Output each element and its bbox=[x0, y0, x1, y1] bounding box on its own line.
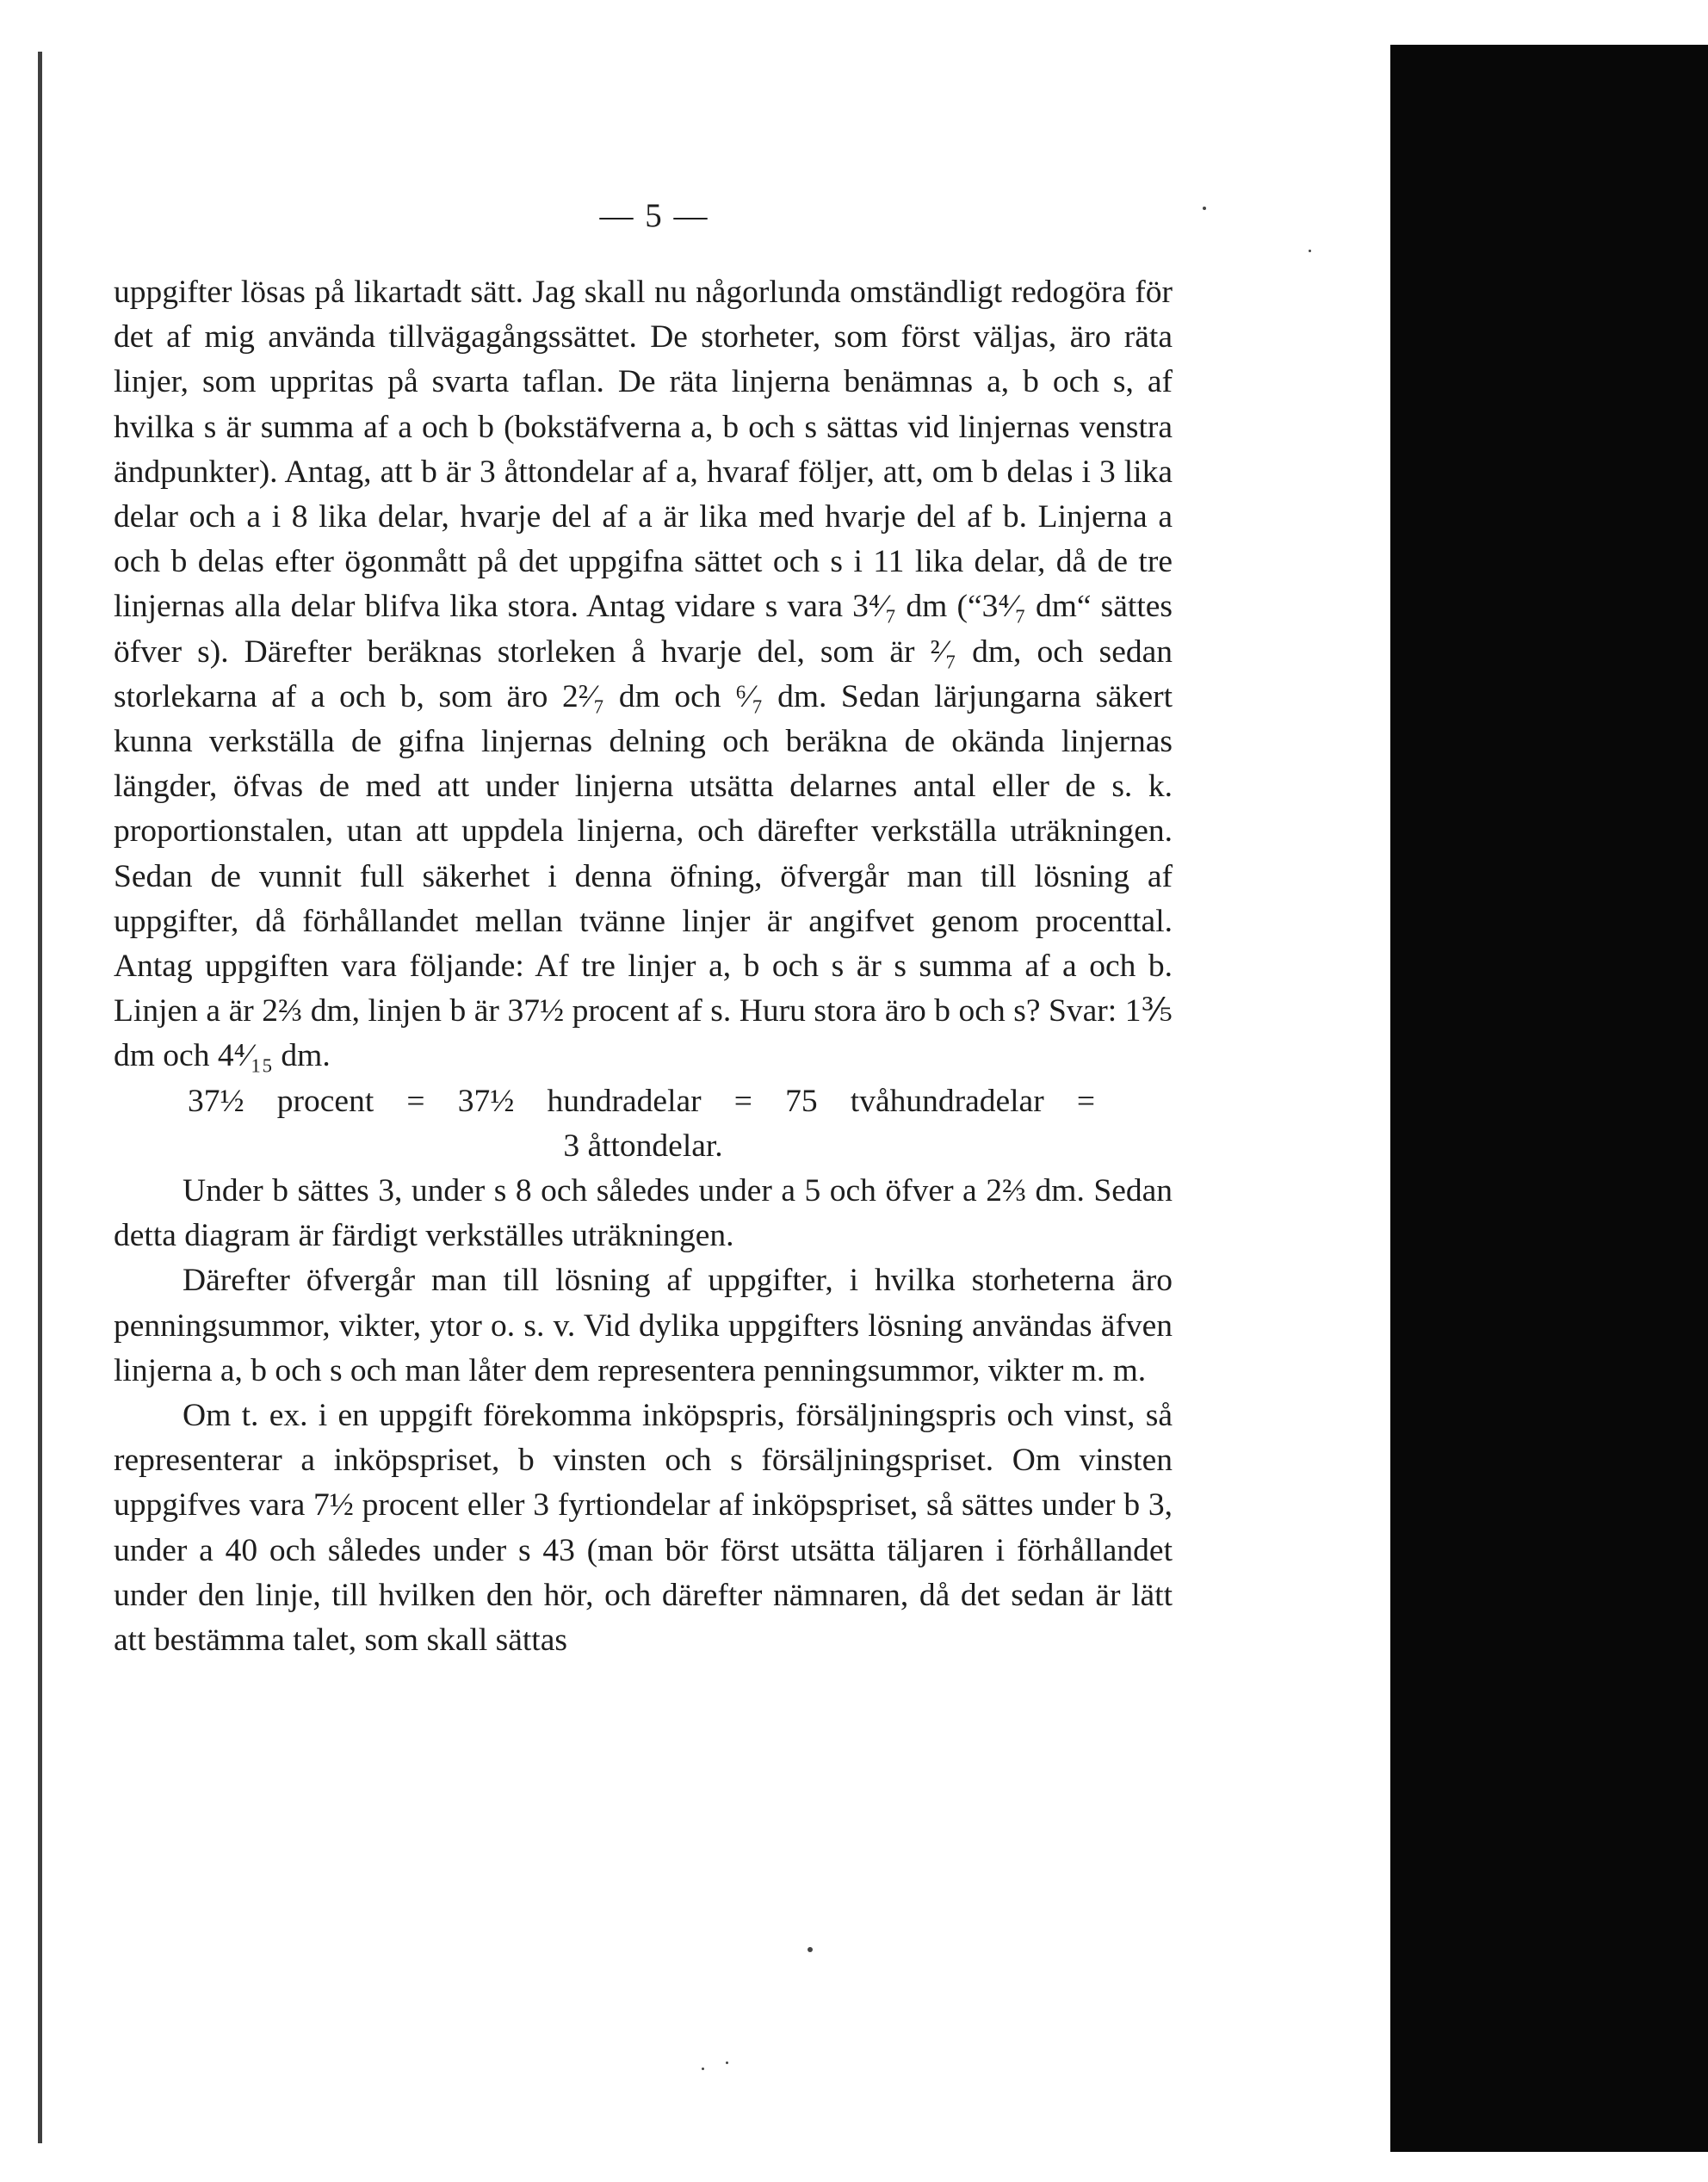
scan-speck bbox=[1203, 207, 1206, 210]
scan-speck bbox=[808, 1947, 813, 1952]
paragraph: Under b sättes 3, under s 8 och således under a 5 och öfver a 2⅔ dm. Sedan detta diagram är färdigt verkställes uträkningen. bbox=[114, 1173, 1173, 1254]
scan-speck bbox=[702, 2068, 704, 2070]
page-number: — 5 — bbox=[599, 197, 709, 234]
scan-speck bbox=[726, 2061, 728, 2064]
paragraph: Om t. ex. i en uppgift förekomma inköpspris, försäljningspris och vinst, så representerar a inköpspriset, b vinsten och s försäljningspriset. Om vinsten uppgifves vara 7½ procent eller 3 fyrtiondelar af inköpspriset, så sättes under b 3, under a 40 och således under s 43 (man bör först utsätta täljaren i förhållandet under den linje, till hvilken den hör, och därefter nämnaren, då det sedan är lätt att bestämma talet, som skall sättas bbox=[114, 1398, 1173, 1659]
formula-line-continued: 3 åttondelar. bbox=[563, 1128, 723, 1164]
scan-speck bbox=[1309, 250, 1311, 252]
body-text bbox=[114, 270, 1173, 1663]
scan-left-margin-line bbox=[38, 52, 42, 2143]
paragraph: Därefter öfvergår man till lösning af uppgifter, i hvilka storheterna äro penningsummor, vikter, ytor o. s. v. Vid dylika uppgifters lösning användas äfven linjerna a, b och s och man låter dem representera penningsummor, vikter m. m. bbox=[114, 1263, 1173, 1388]
paragraph: uppgifter lösas på likartadt sätt. Jag skall nu någorlunda omständligt redogöra för det af mig använda tillvägagångssättet. De storheter, som först väljas, äro räta linjer, som uppritas på svarta taflan. De räta linjerna benämnas a, b och s, af hvilka s är summa af a och b (bokstäfverna a, b och s sättas vid linjernas venstra ändpunkter). Antag, att b är 3 åttondelar af a, hvaraf följer, att, om b delas i 3 lika delar och a i 8 lika delar, hvarje del af a är lika med hvarje del af b. Linjerna a och b delas efter ögonmått på det uppgifna sättet och s i 11 lika delar, då de tre linjernas alla delar blifva lika stora. Antag vidare s vara 3⁴⁄₇ dm (“3⁴⁄₇ dm“ sättes öfver s). Därefter beräknas storleken å hvarje del, som är ²⁄₇ dm, och sedan storlekarna af a och b, som äro 2²⁄₇ dm och ⁶⁄₇ dm. Sedan lärjungarna säkert kunna verkställa de gifna linjernas delning och beräkna de okända linjernas längder, öfvas de med att under linjerna utsätta delarnes antal eller de s. k. proportionstalen, utan att uppdela linjerna, och därefter verkställa uträkningen. Sedan de vunnit full säkerhet i denna öfning, öfvergår man till lösning af uppgifter, då förhållandet mellan tvänne linjer är angifvet genom procenttal. Antag uppgiften vara följande: Af tre linjer a, b och s är s summa af a och b. Linjen a är 2⅔ dm, linjen b är 37½ procent af s. Huru stora äro b och s? Svar: 1⅗ dm och 4⁴⁄₁₅ dm. bbox=[114, 275, 1173, 1074]
formula-line: 37½ procent = 37½ hundradelar = 75 tvåhundradelar = bbox=[188, 1083, 1095, 1119]
scan-right-black-border bbox=[1390, 45, 1708, 2152]
